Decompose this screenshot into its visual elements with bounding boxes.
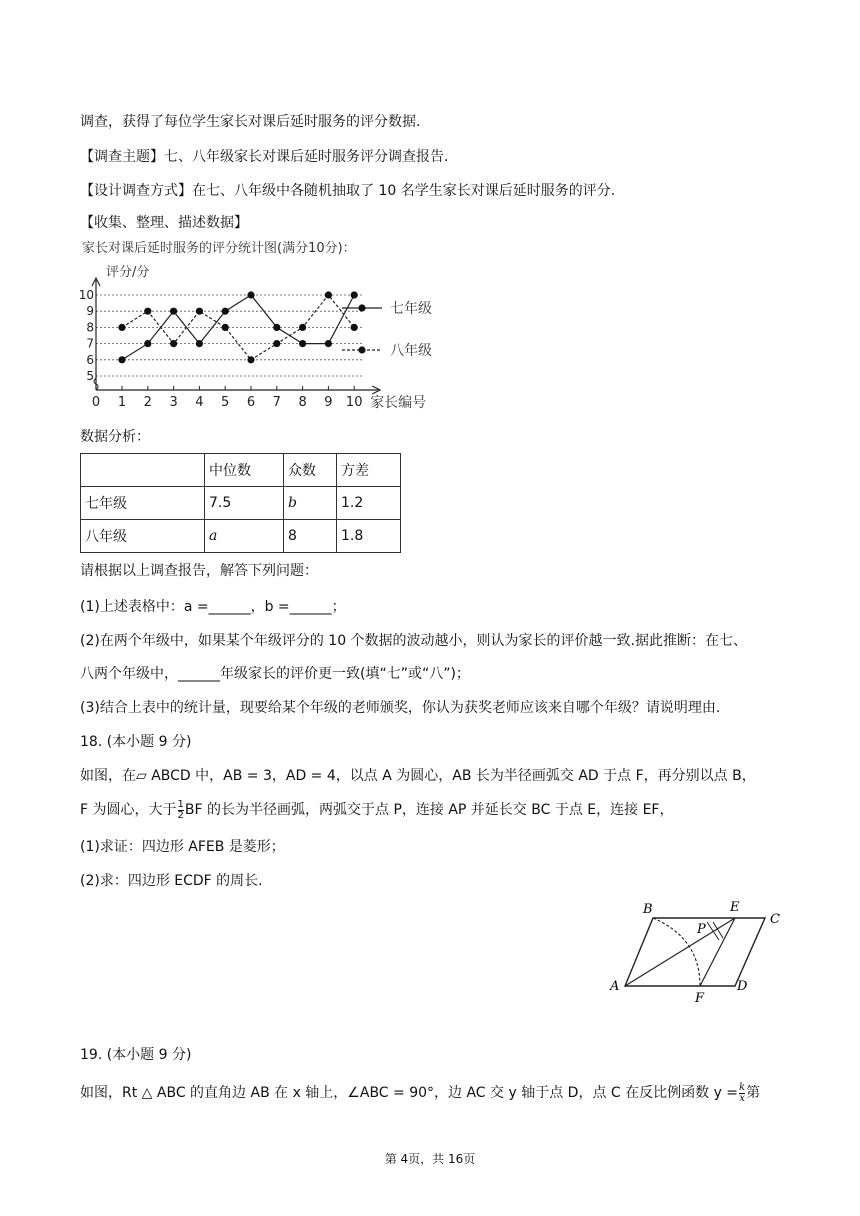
- table-cell: 1.2: [337, 487, 401, 520]
- line-10: (3)结合上表中的统计量，现要给某个年级的老师颁奖，你认为获奖老师应该来自哪个年级？请说明理由.: [80, 700, 721, 716]
- table-cell: a: [205, 520, 284, 553]
- data-point: [351, 324, 358, 331]
- line-4: 【收集、整理、描述数据】: [80, 215, 248, 231]
- table-header-row: [81, 454, 401, 487]
- x-tick-label: 8: [298, 395, 307, 410]
- table-cell: 1.8: [337, 520, 401, 553]
- table-cell: [81, 454, 205, 487]
- y-tick-label: 5: [86, 369, 94, 383]
- table-cell: 八年级: [81, 520, 205, 553]
- table-cell: 七年级: [81, 487, 205, 520]
- y-tick-label: 9: [86, 304, 94, 319]
- fraction-k-over-x: [739, 1083, 745, 1104]
- line-3: 【设计调查方式】在七、八年级中各随机抽取了 10 名学生家长对课后延时服务的评分.: [80, 183, 616, 199]
- x-tick-label: 6: [246, 395, 256, 410]
- label-d: D: [737, 979, 748, 994]
- data-point: [196, 340, 203, 347]
- line-17-end: 第: [746, 1085, 761, 1101]
- line-9: 八两个年级中，______年级家长的评价更一致(填“七”或“八”)；: [80, 666, 470, 682]
- y-tick-label: 6: [86, 352, 94, 367]
- x-tick-label: 4: [195, 395, 204, 410]
- x-tick-label: 9: [324, 395, 333, 410]
- rating-line-chart: [78, 238, 432, 418]
- label-a: A: [610, 979, 620, 994]
- data-point: [222, 308, 229, 315]
- data-point: [351, 291, 358, 298]
- segment-ae: [625, 918, 735, 986]
- data-point: [273, 324, 280, 331]
- data-point: [325, 291, 332, 298]
- chart-xlabel: 家长编号: [370, 395, 427, 411]
- fraction-numerator: k: [739, 1081, 746, 1093]
- fraction-half: [178, 800, 184, 821]
- line-5: 数据分析：: [80, 429, 150, 445]
- chart-svg: [78, 238, 432, 418]
- data-point: [299, 340, 306, 347]
- data-point: [222, 324, 229, 331]
- x-tick-label: 1: [117, 395, 127, 410]
- y-tick-label: 10: [78, 288, 94, 302]
- table-cell: 中位数: [205, 454, 284, 487]
- table-cell: 8: [284, 520, 337, 553]
- data-point: [144, 308, 151, 315]
- label-p: P: [697, 922, 706, 937]
- line-12: 如图，在▱ ABCD 中，AB = 3，AD = 4，以点 A 为圆心，AB 长为半径画弧交 AD 于点 F，再分别以点 B，: [80, 768, 756, 784]
- fraction-denominator: x: [739, 1092, 745, 1104]
- line-15: (2)求：四边形 ECDF 的周长.: [80, 873, 263, 889]
- table-cell: 7.5: [205, 487, 284, 520]
- legend-marker: [358, 346, 365, 353]
- chart-ylabel: 评分/分: [106, 265, 150, 280]
- line-7: (1)上述表格中：a =______，b =______；: [80, 599, 346, 615]
- question-18-heading: 18. (本小题 9 分): [80, 734, 192, 750]
- table-row: [81, 487, 401, 520]
- page-footer: 第 4页，共 16页: [384, 1152, 476, 1166]
- y-tick-label: 8: [86, 320, 94, 335]
- line-17: [80, 1080, 760, 1106]
- question-19-heading: 19. (本小题 9 分): [80, 1047, 192, 1063]
- data-point: [247, 356, 254, 363]
- line-13: [80, 797, 674, 823]
- parallelogram-shape: [625, 918, 765, 986]
- arc-mark-1: [707, 922, 719, 940]
- label-e: E: [730, 900, 740, 915]
- line-2: 【调查主题】七、八年级家长对课后延时服务评分调查报告.: [80, 149, 449, 165]
- data-point: [118, 356, 125, 363]
- data-point: [196, 308, 203, 315]
- data-point: [144, 340, 151, 347]
- x-tick-label: 2: [143, 395, 152, 410]
- data-point: [325, 340, 332, 347]
- y-tick-label: 7: [86, 336, 94, 351]
- fraction-denominator: 2: [177, 809, 184, 821]
- table-row: [81, 520, 401, 553]
- table-cell: 方差: [337, 454, 401, 487]
- line-14: (1)求证：四边形 AFEB 是菱形；: [80, 839, 285, 855]
- line-6: 请根据以上调查报告，解答下列问题：: [80, 563, 318, 579]
- x-tick-label: 3: [169, 395, 178, 410]
- fraction-numerator: 1: [177, 798, 184, 810]
- chart-title: 家长对课后延时服务的评分统计图(满分10分)：: [82, 241, 356, 256]
- data-point: [299, 324, 306, 331]
- label-c: C: [770, 912, 780, 927]
- data-point: [247, 291, 254, 298]
- line-13-start: F 为圆心，大于: [80, 802, 177, 818]
- line-17-start: 如图，Rt △ ABC 的直角边 AB 在 x 轴上，∠ABC = 90°，边 AC 交 y 轴于点 D，点 C 在反比例函数 y =: [80, 1085, 739, 1101]
- data-point: [118, 324, 125, 331]
- stats-table: [80, 453, 401, 553]
- line-13-end: BF 的长为半径画弧，两弧交于点 P，连接 AP 并延长交 BC 于点 E，连接 EF，: [184, 802, 674, 818]
- x-tick-label: 7: [272, 395, 281, 410]
- line-8: (2)在两个年级中，如果某个年级评分的 10 个数据的波动越小，则认为家长的评价越一致.据此推断：在七、: [80, 633, 747, 649]
- table-cell: b: [284, 487, 337, 520]
- legend-label: 八年级: [390, 343, 432, 359]
- legend-marker: [358, 304, 365, 311]
- data-point: [170, 308, 177, 315]
- figure-svg: [605, 898, 800, 1008]
- arc-bf: [653, 918, 700, 986]
- label-f: F: [695, 991, 705, 1006]
- parallelogram-figure: [605, 898, 800, 1008]
- x-tick-label: 0: [91, 395, 101, 410]
- table-cell: 众数: [284, 454, 337, 487]
- line-1: 调查，获得了每位学生家长对课后延时服务的评分数据.: [80, 114, 421, 130]
- x-tick-label: 10: [345, 395, 363, 410]
- label-b: B: [643, 902, 653, 917]
- data-point: [273, 340, 280, 347]
- x-tick-label: 5: [221, 395, 230, 410]
- legend-label: 七年级: [390, 301, 432, 317]
- data-point: [170, 340, 177, 347]
